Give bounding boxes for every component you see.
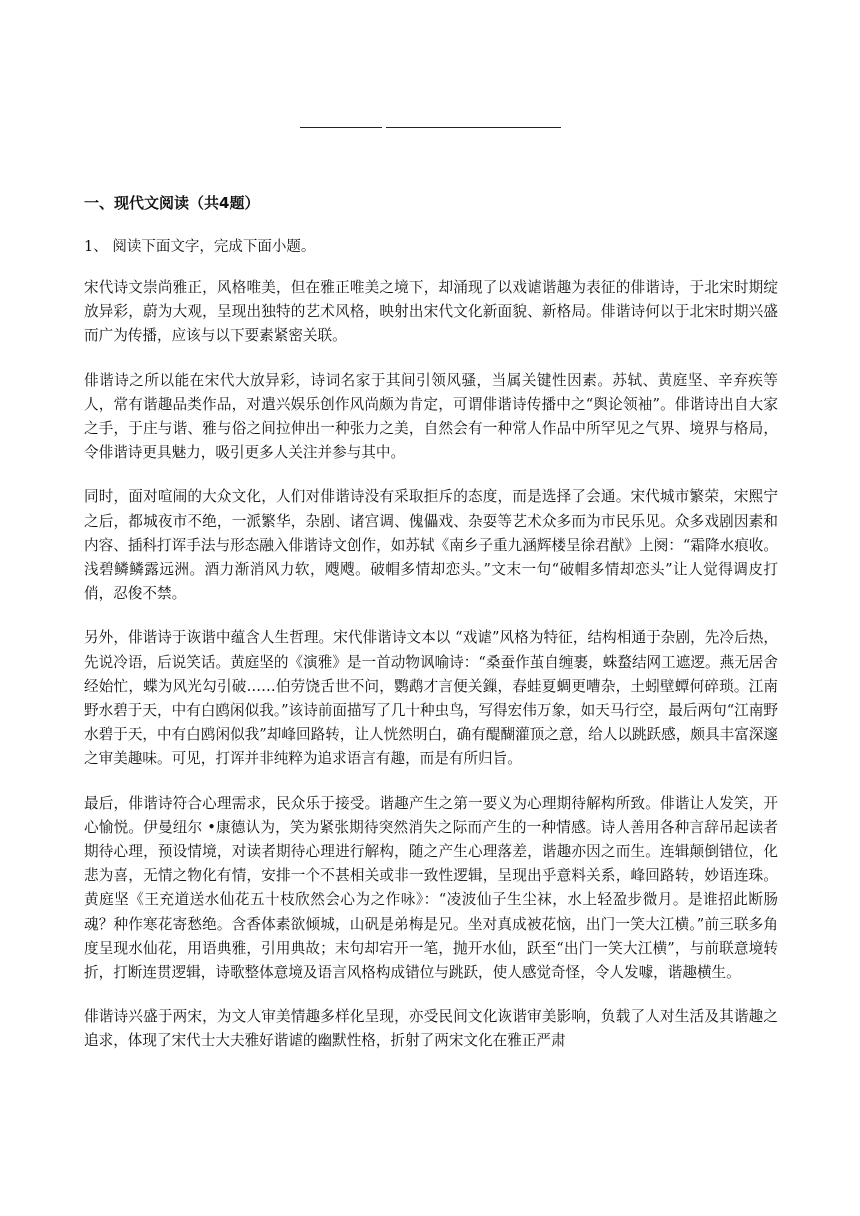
passage-paragraph-1: 宋代诗文崇尚雅正，风格唯美，但在雅正唯美之境下，却涌现了以戏谑谐趣为表征的俳谐诗，于北宋时期绽放异彩，蔚为大观，呈现出独特的艺术风格，映射出宋代文化新面貌、新格局。俳谐诗何以于北宋时期兴盛而广为传播，应该与以下要素紧密关联。 — [84, 279, 778, 345]
header-rule-left — [300, 127, 382, 128]
section-heading: 一、现代文阅读（共4题） — [84, 194, 260, 212]
header-rule-right — [386, 127, 561, 128]
passage-paragraph-6: 俳谐诗兴盛于两宋，为文人审美情趣多样化呈现，亦受民间文化诙谐审美影响，负载了人对生活及其谐趣之追求，体现了宋代士大夫雅好谐谑的幽默性格，折射了两宋文化在雅正严肃 — [84, 1008, 778, 1050]
question-prompt: 1、 阅读下面文字，完成下面小题。 — [84, 239, 316, 255]
passage-body — [84, 276, 778, 1074]
passage-paragraph-5: 最后，俳谐诗符合心理需求，民众乐于接受。谐趣产生之第一要义为心理期待解构所致。俳谐让人发笑，开心愉悦。伊曼纽尔 •康德认为，笑为紧张期待突然消失之际而产生的一种情感。诗人善用各种言辞吊起读者期待心理，预设情境，对读者期待心理进行解构，随之产生心理落差，谐趣亦因之而生。连辑颠倒错位，化悲为喜，无情之物化有情，安排一个不甚相关或非一致性逻辑，呈现出乎意料关系，峰回路转，妙语连珠。黄庭坚《王充道送水仙花五十枝欣然会心为之作咏》：“凌波仙子生尘袜，水上轻盈步微月。是谁招此断肠魂？种作寒花寄愁绝。含香体素欲倾城，山矾是弟梅是兄。坐对真成被花恼，出门一笑大江横。”前三联多角度呈现水仙花，用语典雅，引用典故；末句却宕开一笔，抛开水仙，跃至“出门一笑大江横”，与前联意境转折，打断连贯逻辑，诗歌整体意境及语言风格构成错位与跳跃，使人感觉奇怪，令人发噱，谐趣横生。 — [84, 794, 778, 982]
passage-paragraph-4: 另外，俳谐诗于诙谐中蕴含人生哲理。宋代俳谐诗文本以 “戏谑”风格为特征，结构相通于杂剧，先冷后热，先说冷语，后说笑话。黄庭坚的《演雅》是一首动物讽喻诗：“桑蚕作茧自缠裹，蛛蝥结网工遮逻。燕无居舍经始忙，蝶为风光勾引破……伯劳饶舌世不问，鹦鹉才言便关鏁，春蛙夏蜩更嘈杂，土蚓壁蟫何碎琐。江南野水碧于天，中有白鸥闲似我。”该诗前面描写了几十种虫鸟，写得宏伟万象，如天马行空，最后两句“江南野水碧于天，中有白鸥闲似我”却峰回路转，让人恍然明白，确有醍醐灌顶之意，给人以跳跃感，颇具丰富深邃之审美趣味。可见，打诨并非纯粹为追求语言有趣，而是有所归旨。 — [84, 629, 778, 768]
passage-paragraph-3: 同时，面对喧闹的大众文化，人们对俳谐诗没有采取拒斥的态度，而是选择了会通。宋代城市繁荣，宋熙宁之后，都城夜市不绝，一派繁华，杂剧、诸宫调、傀儡戏、杂耍等艺术众多而为市民乐见。众多戏剧因素和内容、插科打诨手法与形态融入俳谐诗文创作，如苏轼《南乡子重九涵辉楼呈徐君猷》上阕：“霜降水痕收。浅碧鳞鳞露远洲。酒力渐消风力软，飕飕。破帽多情却恋头。”文末一句“破帽多情却恋头”让人觉得调皮打俏，忍俊不禁。 — [84, 488, 778, 603]
passage-paragraph-2: 俳谐诗之所以能在宋代大放异彩，诗词名家于其间引领风骚，当属关键性因素。苏轼、黄庭坚、辛弃疾等人，常有谐趣品类作品，对遣兴娱乐创作风尚颇为肯定，可谓俳谐诗传播中之“舆论领袖”。俳谐诗出自大家之手，于庄与谐、雅与俗之间拉伸出一种张力之美，自然会有一种常人作品中所罕见之气界、境界与格局，令俳谐诗更具魅力，吸引更多人关注并参与其中。 — [84, 371, 778, 462]
